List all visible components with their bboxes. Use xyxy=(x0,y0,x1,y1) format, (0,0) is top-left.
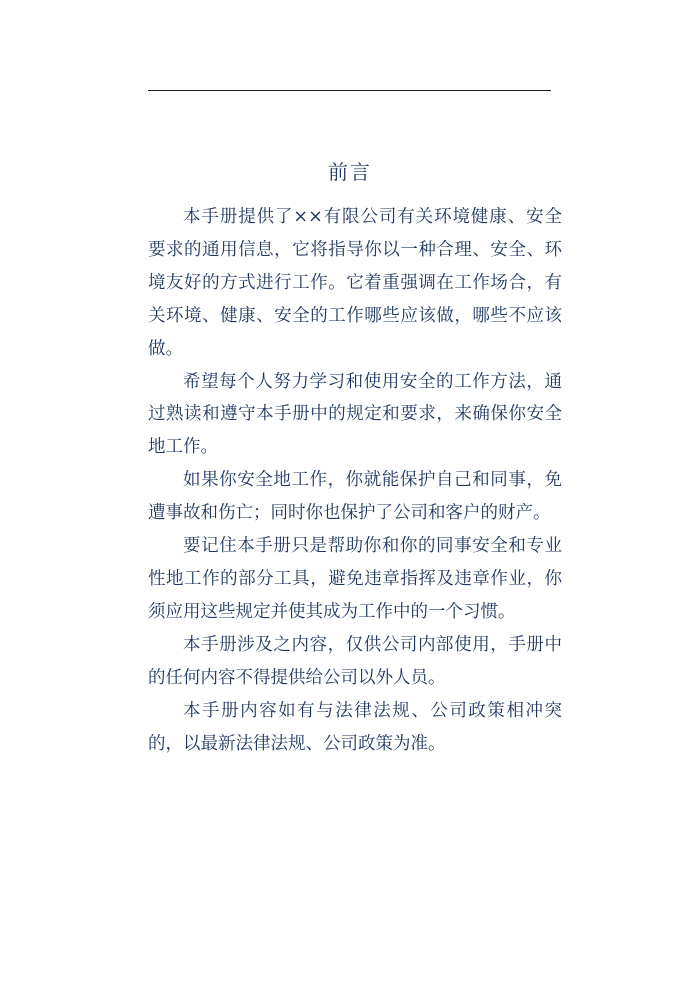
paragraph: 如果你安全地工作，你就能保护自己和同事，免遭事故和伤亡；同时你也保护了公司和客户的财产。 xyxy=(148,470,562,524)
preface-body xyxy=(148,201,562,760)
paragraph: 本手册提供了××有限公司有关环境健康、安全要求的通用信息，它将指导你以一种合理、安全、环境友好的方式进行工作。它着重强调在工作场合，有关环境、健康、安全的工作哪些应该做，哪些不应该做。 xyxy=(148,207,562,359)
header-rule xyxy=(148,90,551,91)
paragraph: 本手册涉及之内容，仅供公司内部使用，手册中的任何内容不得提供给公司以外人员。 xyxy=(148,634,562,688)
paragraph: 本手册内容如有与法律法规、公司政策相冲突的，以最新法律法规、公司政策为准。 xyxy=(148,700,562,754)
page-title: 前言 xyxy=(328,160,372,184)
paragraph: 希望每个人努力学习和使用安全的工作方法，通过熟读和遵守本手册中的规定和要求，来确保你安全地工作。 xyxy=(148,371,562,458)
paragraph: 要记住本手册只是帮助你和你的同事安全和专业性地工作的部分工具，避免违章指挥及违章作业，你须应用这些规定并使其成为工作中的一个习惯。 xyxy=(148,536,562,622)
